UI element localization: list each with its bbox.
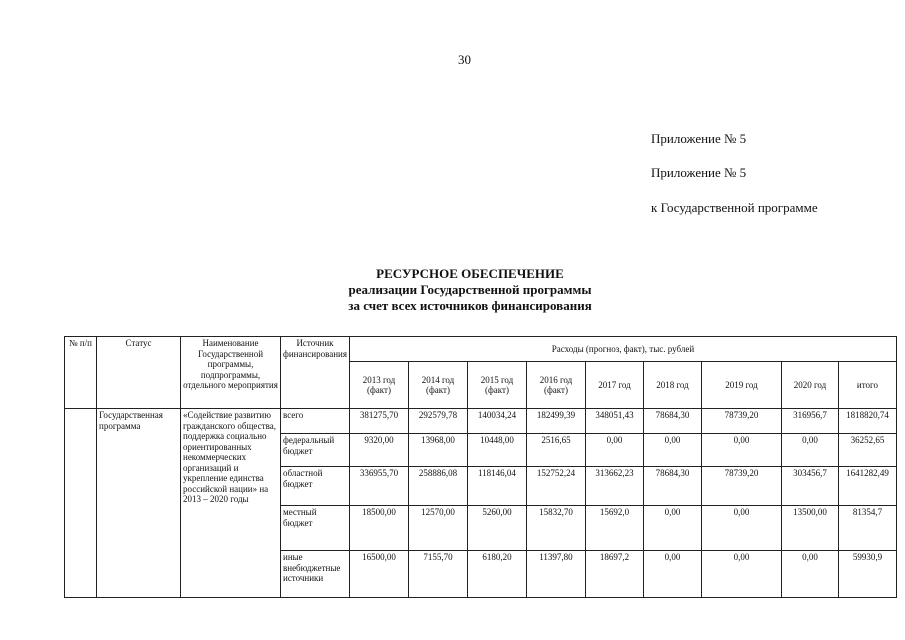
value-cell: 78739,20 bbox=[701, 467, 781, 506]
header-source: Источник финансирования bbox=[281, 337, 350, 409]
row-num-cell bbox=[65, 409, 97, 598]
header-year: 2016 год (факт) bbox=[526, 362, 585, 409]
value-cell: 78684,30 bbox=[643, 467, 701, 506]
value-cell: 78739,20 bbox=[701, 409, 781, 434]
header-year: 2014 год (факт) bbox=[408, 362, 467, 409]
source-cell: иные внебюджетные источники bbox=[281, 551, 350, 598]
total-cell: 36252,65 bbox=[838, 434, 896, 467]
value-cell: 15692,0 bbox=[585, 506, 643, 551]
appendix-label: Приложение № 5 bbox=[651, 131, 747, 146]
value-cell: 0,00 bbox=[643, 506, 701, 551]
header-status: Статус bbox=[97, 337, 181, 409]
status-cell: Государственная программа bbox=[97, 409, 181, 598]
header-expenses: Расходы (прогноз, факт), тыс. рублей bbox=[349, 337, 896, 362]
value-cell: 6180,20 bbox=[467, 551, 526, 598]
header-year: 2015 год (факт) bbox=[467, 362, 526, 409]
header-year: 2018 год bbox=[643, 362, 701, 409]
header-year: 2013 год (факт) bbox=[349, 362, 408, 409]
resource-table bbox=[64, 336, 897, 598]
value-cell: 182499,39 bbox=[526, 409, 585, 434]
value-cell: 0,00 bbox=[781, 551, 838, 598]
header-row-1 bbox=[65, 337, 897, 362]
value-cell: 18500,00 bbox=[349, 506, 408, 551]
value-cell: 303456,7 bbox=[781, 467, 838, 506]
total-cell: 81354,7 bbox=[838, 506, 896, 551]
value-cell: 12570,00 bbox=[408, 506, 467, 551]
header-num: № п/п bbox=[65, 337, 97, 409]
value-cell: 15832,70 bbox=[526, 506, 585, 551]
value-cell: 78684,30 bbox=[643, 409, 701, 434]
value-cell: 13968,00 bbox=[408, 434, 467, 467]
value-cell: 152752,24 bbox=[526, 467, 585, 506]
value-cell: 292579,78 bbox=[408, 409, 467, 434]
title-line-1: РЕСУРСНОЕ ОБЕСПЕЧЕНИЕ bbox=[376, 266, 564, 281]
source-cell: областной бюджет bbox=[281, 467, 350, 506]
total-cell: 1641282,49 bbox=[838, 467, 896, 506]
value-cell: 316956,7 bbox=[781, 409, 838, 434]
header-year: 2017 год bbox=[585, 362, 643, 409]
value-cell: 16500,00 bbox=[349, 551, 408, 598]
value-cell: 0,00 bbox=[643, 551, 701, 598]
value-cell: 348051,43 bbox=[585, 409, 643, 434]
page-number: 30 bbox=[458, 52, 471, 67]
value-cell: 0,00 bbox=[701, 506, 781, 551]
title-line-3: за счет всех источников финансирования bbox=[348, 298, 592, 313]
value-cell: 5260,00 bbox=[467, 506, 526, 551]
value-cell: 336955,70 bbox=[349, 467, 408, 506]
value-cell: 0,00 bbox=[643, 434, 701, 467]
value-cell: 140034,24 bbox=[467, 409, 526, 434]
value-cell: 9320,00 bbox=[349, 434, 408, 467]
appendix-reference: к Государственной программе bbox=[651, 200, 818, 215]
value-cell: 11397,80 bbox=[526, 551, 585, 598]
total-cell: 1818820,74 bbox=[838, 409, 896, 434]
value-cell: 118146,04 bbox=[467, 467, 526, 506]
value-cell: 2516,65 bbox=[526, 434, 585, 467]
table-row bbox=[65, 409, 897, 434]
program-name-cell: «Содействие развитию гражданского общества, поддержка социально ориентированных некоммерческих организаций и укрепление единства российской нации» на 2013 – 2020 годы bbox=[181, 409, 281, 598]
value-cell: 258886,08 bbox=[408, 467, 467, 506]
value-cell: 0,00 bbox=[781, 434, 838, 467]
source-cell: федеральный бюджет bbox=[281, 434, 350, 467]
title-line-2: реализации Государственной программы bbox=[348, 282, 592, 297]
total-cell: 59930,9 bbox=[838, 551, 896, 598]
value-cell: 381275,70 bbox=[349, 409, 408, 434]
header-year: 2020 год bbox=[781, 362, 838, 409]
document-title bbox=[250, 266, 690, 314]
value-cell: 0,00 bbox=[701, 551, 781, 598]
value-cell: 313662,23 bbox=[585, 467, 643, 506]
value-cell: 7155,70 bbox=[408, 551, 467, 598]
value-cell: 13500,00 bbox=[781, 506, 838, 551]
value-cell: 10448,00 bbox=[467, 434, 526, 467]
value-cell: 0,00 bbox=[585, 434, 643, 467]
source-cell: всего bbox=[281, 409, 350, 434]
value-cell: 0,00 bbox=[701, 434, 781, 467]
header-year: 2019 год bbox=[701, 362, 781, 409]
value-cell: 18697,2 bbox=[585, 551, 643, 598]
appendix-label-repeat: Приложение № 5 bbox=[651, 165, 747, 180]
source-cell: местный бюджет bbox=[281, 506, 350, 551]
header-name: Наименование Государственной программы, подпрограммы, отдельного мероприятия bbox=[181, 337, 281, 409]
header-total: итого bbox=[838, 362, 896, 409]
